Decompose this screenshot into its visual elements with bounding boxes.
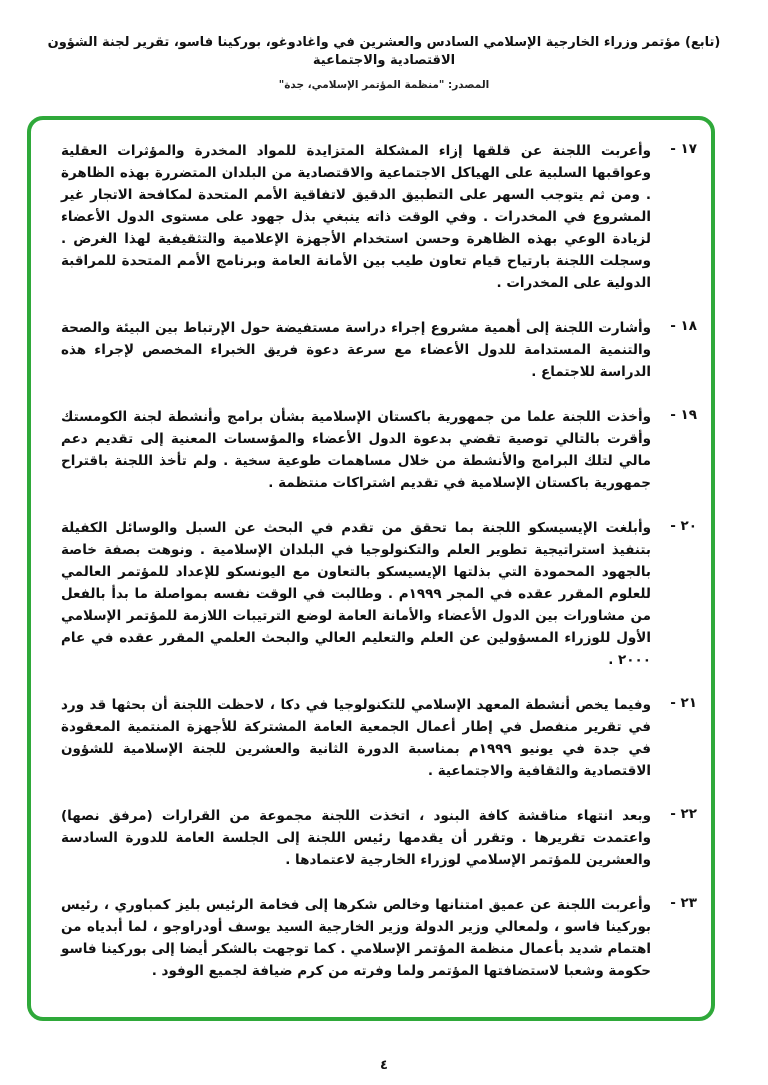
report-body-frame [27,116,715,1021]
paragraph-text: وبعد انتهاء مناقشة كافة البنود ، اتخذت اللجنة مجموعة من القرارات (مرفق نصها) واعتمدت تقريرها . وتقرر أن يقدمها رئيس اللجنة إلى الجلسة العامة للدورة السادسة والعشرين للمؤتمر الإسلامي لوزراء الخارجية لاعتمادها . [61,808,651,868]
paragraph-text: وأبلغت الإيسيسكو اللجنة بما تحقق من تقدم في البحث عن السبل والوسائل الكفيلة بتنفيذ استراتيجية تطوير العلم والتكنولوجيا في البلدان الإسلامية . ونوهت بصفة خاصة بالجهود المحمودة التي بذلتها الإيسيسكو بالتعاون مع اليونسكو للإعداد للمؤتمر العالمي للعلوم المقرر عقده في المجر ١٩٩٩م . وطالبت في الوقت نفسه بمواصلة ما بدأ بالفعل من مشاورات بين الدول الأعضاء والأمانة العامة لوضع الترتيبات اللازمة للمؤتمر الإسلامي الأول للوزراء المسؤولين عن العلم والتعليم العالي والبحث العلمي المقرر عقده في عام ٢٠٠٠ . [61,520,652,668]
paragraph-text: وأخذت اللجنة علما من جمهورية باكستان الإسلامية بشأن برامج وأنشطة لجنة الكومستك وأقرت بالتالي توصية تقضي بدعوة الدول الأعضاء والمؤسسات المعنية إلى تقديم دعم مالي لتلك البرامج والأنشطة من خلال مساهمات طوعية سخية . ولم تأخذ اللجنة باقتراح جمهورية باكستان الإسلامية في تقديم اشتراكات منتظمة . [61,409,651,491]
paragraph-19 [61,406,697,494]
paragraph-20 [61,517,697,671]
paragraph-number: ١٩ - [670,407,697,423]
paragraph-text: وأشارت اللجنة إلى أهمية مشروع إجراء دراسة مستفيضة حول الإرتباط بين البيئة والصحة والتنمية المستدامة للدول الأعضاء مع سرعة دعوة فريق الخبراء المخصص لإجراء هذه الدراسة للاجتماع . [61,320,651,380]
source-line: المصدر: "منظمة المؤتمر الإسلامي، جدة" [278,79,490,91]
paragraph-22 [61,805,697,871]
paragraph-text: وأعربت اللجنة عن عميق امتنانها وخالص شكرها إلى فخامة الرئيس بليز كمباوري ، رئيس بوركينا فاسو ، ولمعالي وزير الدولة وزير الخارجية السيد يوسف أودراوجو ، لما أبدياه من اهتمام شديد بأعمال منظمة المؤتمر الإسلامي . كما توجهت بالشكر أيضا إلى بوركينا فاسو حكومة وشعبا لاستضافتها المؤتمر ولما وفرته من كرم ضيافة لجميع الوفود . [61,897,651,979]
document-header [0,0,768,91]
paragraph-number: ١٧ - [670,141,697,157]
paragraph-23 [61,894,697,982]
page-number: ٤ [380,1058,388,1073]
paragraph-number: ١٨ - [670,318,697,334]
paragraph-text: وأعربت اللجنة عن قلقها إزاء المشكلة المتزايدة للمواد المخدرة والمؤثرات العقلية وعواقبها السلبية على الهياكل الاجتماعية والاقتصادية من البلدان المتضررة بهذه الظاهرة . ومن ثم يتوجب السهر على التطبيق الدقيق لاتفاقية الأمم المتحدة لمكافحة الاتجار غير المشروع في المخدرات . وفي الوقت ذاته ينبغي بذل جهود على مستوى الدول الأعضاء لزيادة الوعي بهذه الظاهرة وحسن استخدام الأجهزة الإعلامية والتثقيفية لهذا الغرض . وسجلت اللجنة بارتياح قيام تعاون طيب بين الأمانة العامة وبرنامج الأمم المتحدة للمراقبة الدولية على المخدرات . [61,143,651,291]
paragraph-21 [61,694,697,782]
paragraph-number: ٢٣ - [670,895,697,911]
paragraph-text: وفيما يخص أنشطة المعهد الإسلامي للتكنولوجيا في دكا ، لاحظت اللجنة أن بحثها قد ورد في تقرير منفصل في إطار أعمال الجمعية العامة المشتركة للأجهزة المنتمية المعقودة في جدة في يونيو ١٩٩٩م بمناسبة الدورة الثانية والعشرين للجنة الإسلامية للشؤون الاقتصادية والثقافية والاجتماعية . [61,697,651,779]
report-title: (تابع) مؤتمر وزراء الخارجية الإسلامي السادس والعشرين في واغادوغو، بوركينا فاسو، تقرير لجنة الشؤون الاقتصادية والاجتماعية [47,35,721,68]
paragraph-18 [61,317,697,383]
paragraph-number: ٢١ - [670,695,697,711]
paragraph-17 [61,140,697,294]
paragraph-number: ٢٠ - [670,518,697,534]
paragraph-number: ٢٢ - [670,806,697,822]
